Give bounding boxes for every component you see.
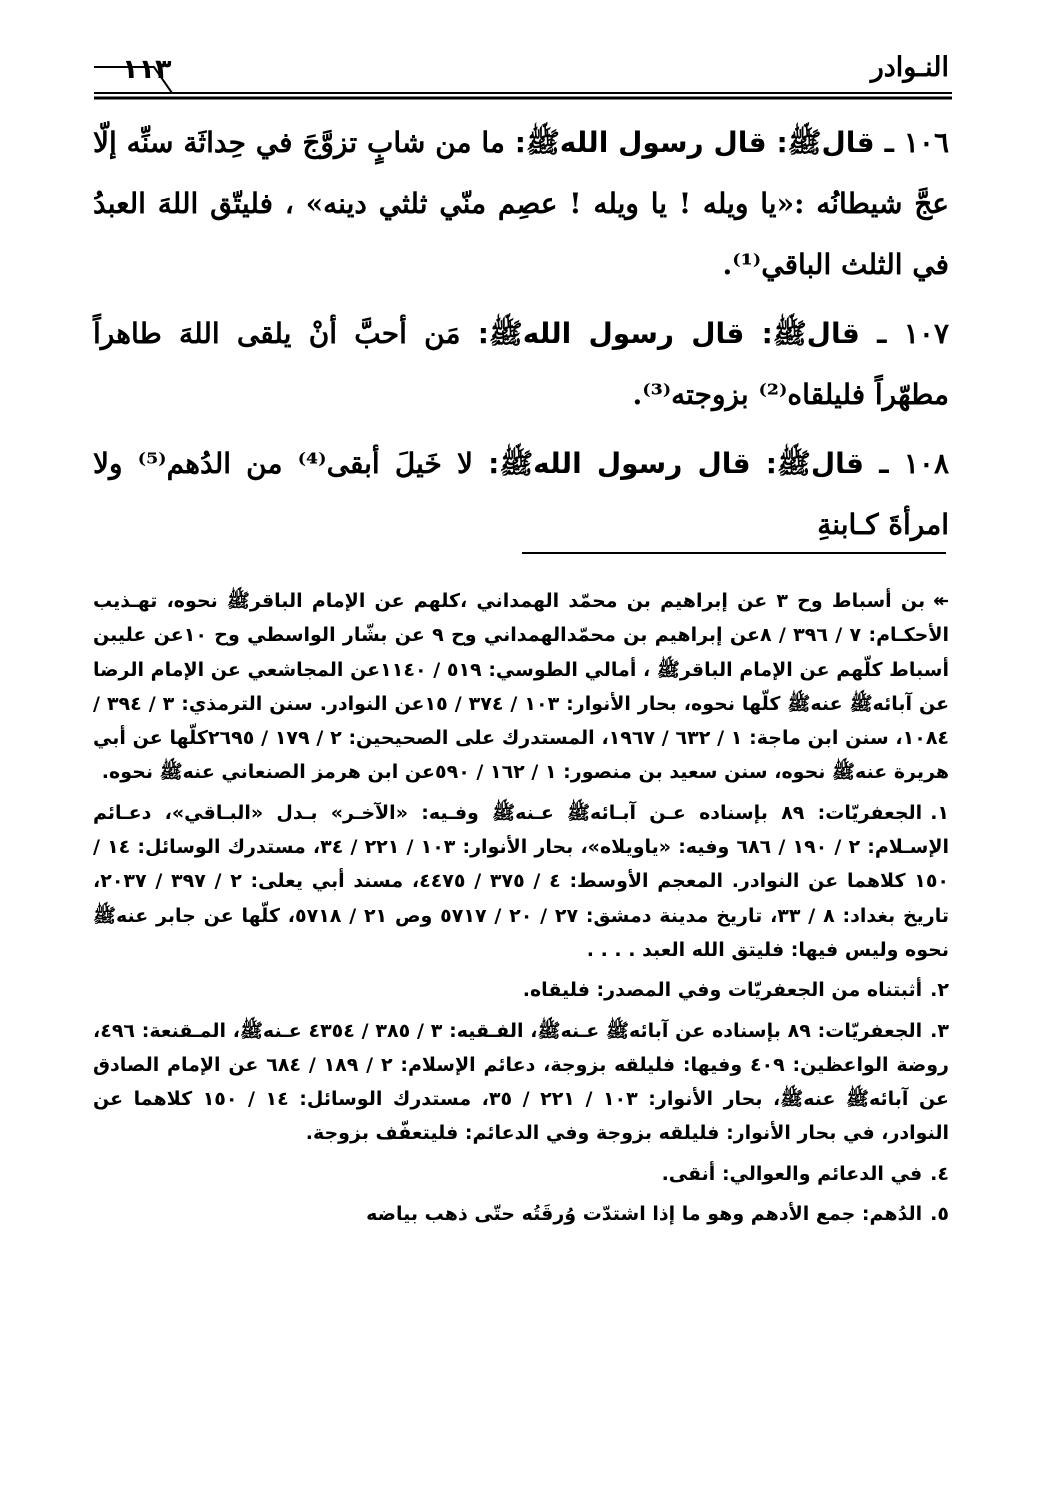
- header-rule: [94, 55, 952, 103]
- footnote-3: [93, 1014, 949, 1151]
- footnote-separator: [522, 552, 946, 554]
- hadith-number: ١٠٨: [903, 447, 950, 480]
- footnote-text: بن أسباط وح ٣ عن إبراهيم بن محمّد الهمداني ،كلهم عن الإمام الباقرﷺ نحوه، تهـذيب الأحكـام: ٧ / ٣٩٦ / ٨عن إبراهيم بن محمّدالهمداني وح ٩ عن بشّار الواسطي وح ١٠عن عليبن أسباط كلّهم عن الإمام الباقرﷺ ، أمالي الطوسي: ٥١٩ / ١١٤٠عن المجاشعي عن الإمام الرضا عن آبائهﷺ عنهﷺ كلّها نحوه، بحار الأنوار: ١٠٣ / ٣٧٤ / ١٥عن النوادر. سنن الترمذي: ٣ / ٣٩٤ / ١٠٨٤، سنن ابن ماجة: ١ / ٦٣٢ / ١٩٦٧، المستدرك على الصحيحين: ٢ / ١٧٩ / ٢٦٩٥كلّها عن أبي هريرة عنهﷺ نحوه، سنن سعيد بن منصور: ١ / ١٦٢ / ٥٩٠عن ابن هرمز الصنعاني عنهﷺ نحوه.: [93, 590, 950, 784]
- hadith-intro: ـ قالﷺ: قال رسول اللهﷺ:: [477, 317, 887, 350]
- hadith-107: [93, 303, 949, 425]
- footnote-number: ٣.: [930, 1019, 949, 1042]
- footnote-text: الجعفريّات: ٨٩ بإسناده عـن آبـائهﷺ عـنهﷺ وفـيه: «الآخـر» بـدل «البـاقي»، دعـائم الإسـلام: ٢ / ١٩٠ / ٦٨٦ وفيه: «ياويلاه»، بحار الأنوار: ١٠٣ / ٢٢١ / ٣٤، مستدرك الوسائل: ١٤ / ١٥٠ كلاهما عن النوادر. المعجم الأوسط: ٤ / ٣٧٥ / ٤٤٧٥، مسند أبي يعلى: ٢ / ٣٩٧ / ٢٠٣٧، تاريخ بغداد: ٨ / ٣٣، تاريخ مدينة دمشق: ٢٧ / ٢٠ / ٥٧١٧ وص ٢١ / ٥٧١٨، كلّها عن جابر عنهﷺ نحوه وليس فيها: فليتق الله العبد . . . .: [93, 801, 950, 961]
- footnote-number: ٤.: [930, 1162, 949, 1185]
- footnote-text: الجعفريّات: ٨٩ بإسناده عن آبائهﷺ عـنهﷺ، الفـقيه: ٣ / ٣٨٥ / ٤٣٥٤ عـنهﷺ، المـقنعة: ٤٩٦، روضة الواعظين: ٤٠٩ وفيها: فليلقه بزوجة، دعائم الإسلام: ٢ / ١٨٩ / ٦٨٤ عن الإمام الصادق عن آبائهﷺ عنهﷺ، بحار الأنوار: ١٠٣ / ٢٢١ / ٣٥، مستدرك الوسائل: ١٤ / ١٥٠ كلاهما عن النوادر، في بحار الأنوار: فليلقه بزوجة وفي الدعائم: فليتعفّف بزوجة.: [93, 1019, 950, 1145]
- footnote-1: [93, 796, 949, 967]
- main-text: [93, 112, 949, 563]
- footnotes: [93, 584, 949, 1237]
- footnote-number: ١.: [930, 801, 950, 824]
- hadith-number: ١٠٧: [903, 317, 949, 350]
- hadith-text: لا خَيلَ أبقى⁽⁴⁾ من الدُهم⁽⁵⁾ ولا امرأةَ كـابنةِ: [93, 447, 949, 541]
- hadith-106: [93, 112, 949, 295]
- footnote-number: ٥.: [930, 1203, 949, 1226]
- footnote-2: [93, 973, 949, 1007]
- footnote-4: [93, 1157, 949, 1191]
- hadith-number: ١٠٦: [903, 126, 950, 159]
- page-number: ١١٣: [122, 54, 172, 85]
- footnote-number: ٢.: [930, 979, 949, 1002]
- footnote-continued: [93, 584, 949, 790]
- continuation-arrow-icon: ↞: [933, 590, 949, 612]
- hadith-text: مَن أحبَّ أنْ يلقى اللهَ طاهراً مطهّراً فليلقاه⁽²⁾ بزوجته⁽³⁾.: [93, 317, 949, 411]
- hadith-108: [93, 433, 949, 555]
- hadith-intro: ـ قالﷺ: قال رسول اللهﷺ:: [514, 126, 895, 159]
- footnote-text: في الدعائم والعوالي: أنقى.: [661, 1162, 923, 1185]
- footnote-text: أثبتناه من الجعفريّات وفي المصدر: فليقاه.: [522, 979, 923, 1002]
- running-title: النـوادر: [870, 52, 949, 83]
- footnote-5: [93, 1197, 949, 1231]
- footnote-text: الدُهم: جمع الأدهم وهو ما إذا اشتدّت وُرقَتُه حتّى ذهب بياضه: [366, 1203, 923, 1226]
- hadith-text: ما من شابٍ تزوَّجَ في حِداثَة سنِّه إلّا عجَّ شيطانُه :«يا ويله ! يا ويله ! عصِم منّي ثلثي دينه» ، فليتّق اللهَ العبدُ في الثلث الباقي⁽¹⁾.: [93, 126, 949, 281]
- hadith-intro: ـ قالﷺ: قال رسول اللهﷺ:: [488, 447, 889, 480]
